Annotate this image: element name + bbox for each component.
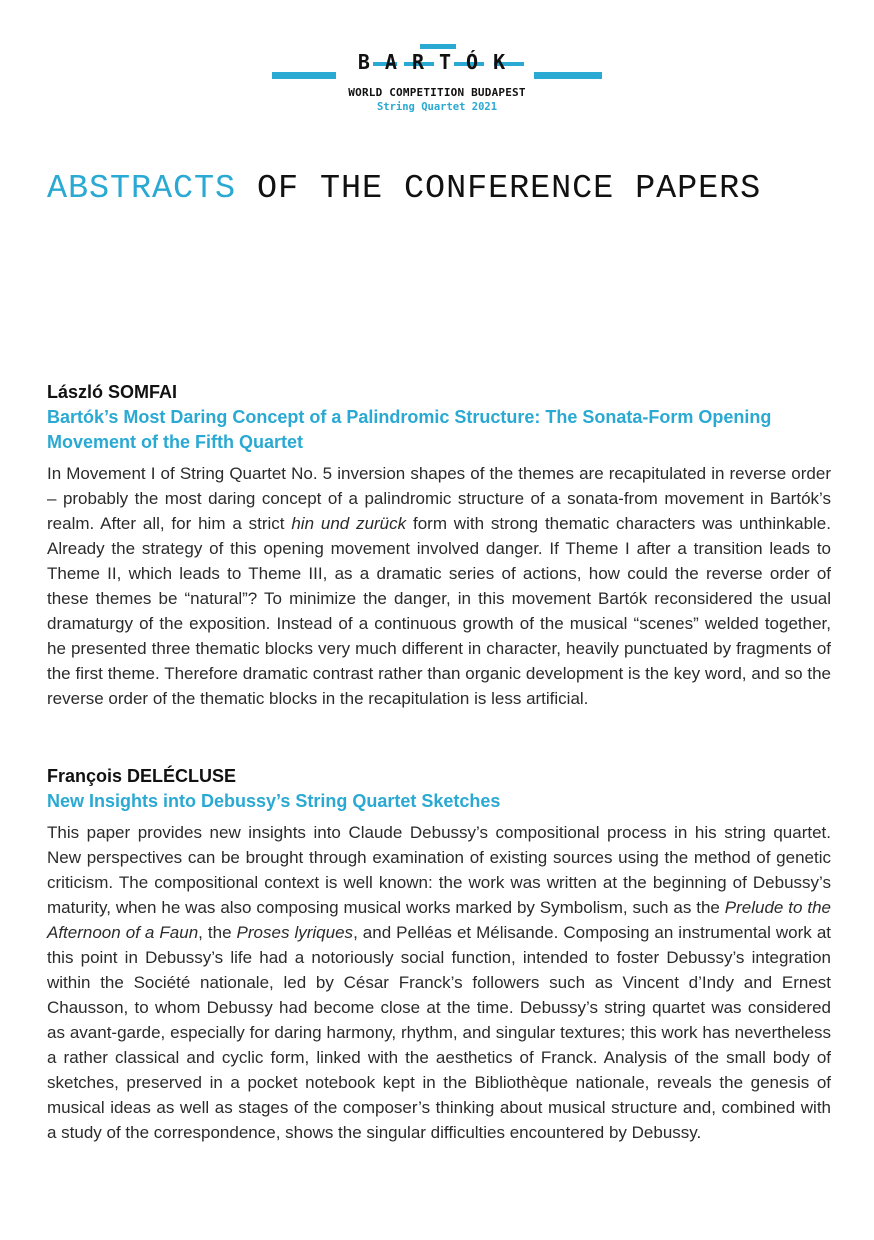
page-title-accent: ABSTRACTS — [47, 170, 237, 208]
abstract-title: New Insights into Debussy’s String Quartet Sketches — [47, 791, 501, 811]
logo-bar-left — [272, 72, 336, 79]
page-title-rest: OF THE CONFERENCE PAPERS — [236, 170, 762, 208]
logo-wordmark: BARTÓK — [357, 50, 521, 74]
bartok-competition-logo — [272, 42, 602, 122]
abstract-somfai — [47, 380, 831, 728]
abstract-delecluse — [47, 764, 831, 1162]
abstract-body-text: form with strong thematic characters was unthinkable. Already the strategy of this opening movement involved danger. If Theme I after a transition leads to Theme II, which leads to Theme III, as a dramatic series of actions, how could the reverse order of these themes be “natural”? To minimize the danger, in this movement Bartók reconsidered the usual dramaturgy of the exposition. Instead of a continuous growth of the musical “scenes” welded together, he presented three thematic blocks very much different in character, heavily punctuated by fragments of the first theme. Therefore dramatic contrast rather than organic development is the key word, and so the reverse order of the thematic blocks in the recapitulation is less artificial. — [47, 514, 831, 708]
abstract-author: François DELÉCLUSE — [47, 766, 237, 786]
abstract-body-text: In Movement I of String Quartet No. 5 inversion shapes of the themes are recapitulated in reverse order – probably the most daring concept of a palindromic structure of a sonata-from movement in Bartók’s realm. After all, for him a strict — [47, 464, 831, 533]
abstract-body-italic: hin und zurück — [291, 514, 407, 533]
logo-subtitle: WORLD COMPETITION BUDAPEST — [348, 86, 526, 99]
abstract-body-italic: Prelude to the Afternoon of a Faun — [47, 898, 831, 942]
logo-bar-accent — [420, 44, 456, 49]
abstract-body-text: , and Pelléas et Mélisande. Composing an instrumental work at this point in Debussy’s life had a notoriously social function, intended to foster Debussy’s integration within the Société nationale, led by César Franck’s followers such as Vincent d’Indy and Ernest Chausson, to whom Debussy had become close at the time. Debussy’s string quartet was considered as avant-garde, especially for daring harmony, rhythm, and singular textures; this work has nevertheless a rather classical and cyclic form, linked with the aesthetics of Franck. Analysis of the small body of sketches, preserved in a pocket notebook kept in the Bibliothèque nationale, reveals the genesis of musical ideas as well as stages of the composer’s thinking about musical structure and, combined with a study of the correspondence, shows the singular difficulties encountered by Debussy. — [47, 923, 831, 1142]
abstract-body — [47, 820, 831, 1145]
abstract-author: László SOMFAI — [47, 382, 178, 402]
logo-edition: String Quartet 2021 — [376, 101, 498, 113]
abstract-body-text: This paper provides new insights into Claude Debussy’s compositional process in his string quartet. New perspectives can be brought through examination of existing sources using the method of genetic criticism. The compositional context is well known: the work was written at the beginning of Debussy’s maturity, when he was also composing musical works marked by Symbolism, such as the — [47, 823, 831, 917]
page-title — [47, 170, 761, 208]
logo-bar-right — [534, 72, 602, 79]
abstract-title: Bartók’s Most Daring Concept of a Palindromic Structure: The Sonata-Form Opening Movement of the Fifth Quartet — [47, 407, 772, 452]
abstract-body-text: , the — [198, 923, 237, 942]
abstract-body — [47, 461, 831, 711]
abstract-body-italic: Proses lyriques — [236, 923, 354, 942]
